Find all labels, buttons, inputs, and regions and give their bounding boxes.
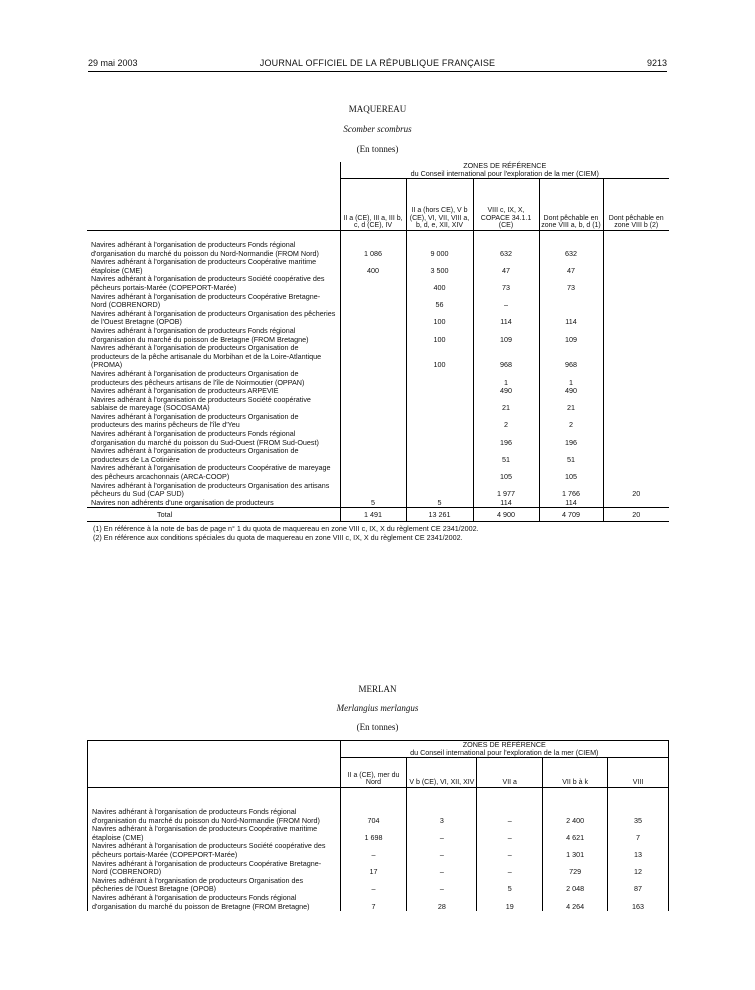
row-value: 4 264: [543, 894, 608, 911]
maquereau-title: MAQUEREAU: [348, 104, 407, 114]
maquereau-latin-name: Scomber scombrus: [343, 124, 412, 134]
row-value: 4 621: [543, 825, 608, 842]
row-label: Navires adhérant à l'organisation de producteurs Organisation des pêcheries de l'Ouest Bretagne (OPOB): [92, 875, 304, 894]
table-row: [88, 825, 669, 842]
row-value: 632: [539, 241, 603, 258]
table-row: [87, 241, 669, 258]
row-value: [539, 293, 603, 310]
row-value: 5: [340, 499, 406, 508]
row-value: [406, 482, 473, 499]
row-value: 2: [473, 413, 539, 430]
row-value: 1 766: [539, 482, 603, 499]
header-rule: [88, 71, 667, 72]
row-value: –: [407, 877, 477, 894]
maquereau-unit: (En tonnes): [356, 144, 399, 154]
page-header: [88, 58, 667, 72]
table-row: [87, 327, 669, 344]
row-value: [603, 275, 669, 292]
row-value: [603, 499, 669, 508]
header-journal-title: JOURNAL OFFICIEL DE LA RÉPUBLIQUE FRANÇAISE: [259, 58, 496, 68]
table-row: [87, 482, 669, 499]
row-value: –: [407, 842, 477, 859]
row-value: 51: [473, 447, 539, 464]
table-row: [88, 808, 669, 825]
row-value: [340, 482, 406, 499]
row-value: [603, 370, 669, 387]
merlan-zone-header: [340, 741, 668, 758]
row-value: –: [477, 825, 543, 842]
row-value: [603, 413, 669, 430]
row-value: 19: [477, 894, 543, 911]
row-value: [603, 258, 669, 275]
row-value: [406, 387, 473, 396]
row-value: [340, 293, 406, 310]
table-row: [87, 464, 669, 481]
row-value: 47: [473, 258, 539, 275]
maquereau-col-header: II a (hors CE), V b (CE), VI, VII, VIII a, b, d, e, XII, XIV: [406, 179, 473, 231]
maquereau-note: (2) En référence aux conditions spéciales du quota de maquereau en zone VIII c, IX, X du règlement CE 2341/2002.: [93, 533, 463, 542]
row-value: 13: [608, 842, 669, 859]
maquereau-notes: [87, 522, 669, 546]
row-value: 35: [608, 808, 669, 825]
row-value: [603, 447, 669, 464]
row-value: –: [340, 877, 407, 894]
row-value: [406, 464, 473, 481]
row-label: Navires adhérant à l'organisation de producteurs Fonds régional d'organisation du marché du poisson de Bretagne (FROM Bretagne): [92, 892, 310, 911]
row-value: [340, 430, 406, 447]
row-label: Navires adhérant à l'organisation de producteurs Organisation de producteurs des marins pêcheurs de l'île d'Yeu: [91, 411, 299, 430]
row-value: –: [340, 842, 407, 859]
row-value: [406, 370, 473, 387]
row-value: [603, 310, 669, 327]
table-row: [87, 275, 669, 292]
row-value: 729: [543, 860, 608, 877]
maquereau-total-value: 4 709: [539, 508, 603, 522]
merlan-zone-header-subtitle: du Conseil international pour l'exploration de la mer (CIEM): [410, 748, 599, 757]
table-row: [87, 447, 669, 464]
row-value: 100: [406, 344, 473, 370]
row-value: 1 086: [340, 241, 406, 258]
row-value: 2 048: [543, 877, 608, 894]
row-value: [340, 396, 406, 413]
row-value: –: [407, 860, 477, 877]
row-value: 21: [473, 396, 539, 413]
merlan-zone-header-title: ZONES DE RÉFÉRENCE: [462, 740, 546, 749]
row-value: 704: [340, 808, 407, 825]
row-value: –: [477, 842, 543, 859]
row-label: Navires adhérant à l'organisation de producteurs ARPEVIE: [91, 386, 279, 396]
row-label: Navires adhérant à l'organisation de producteurs Société coopérative des pêcheurs portais-Marée (COPEPORT-Marée): [92, 841, 326, 859]
row-label: Navires adhérant à l'organisation de producteurs Fonds régional d'organisation du marché du poisson du Sud-Ouest (FROM Sud-Ouest): [91, 429, 319, 447]
table-row: [88, 842, 669, 859]
row-value: 632: [473, 241, 539, 258]
maquereau-col-header: Dont pêchable en zone VIII b (2): [603, 179, 669, 231]
table-row: [87, 396, 669, 413]
merlan-table-body: [88, 808, 669, 911]
merlan-col-header: VII b à k: [543, 758, 608, 788]
row-value: –: [473, 293, 539, 310]
maquereau-header-blank: [87, 162, 340, 231]
row-label: Navires adhérant à l'organisation de producteurs Organisation de producteurs des pêcheurs artisans de l'île de Noirmoutier (OPPAN): [91, 368, 305, 387]
row-label: Navires adhérant à l'organisation de producteurs Fonds régional d'organisation du marché du poisson du Nord-Normandie (FROM Nord): [91, 240, 319, 258]
merlan-latin-name: Merlangius merlangus: [336, 703, 419, 713]
row-value: 114: [539, 310, 603, 327]
row-value: 3: [407, 808, 477, 825]
maquereau-total-value: 13 261: [406, 508, 473, 522]
row-value: 73: [473, 275, 539, 292]
maquereau-table: [87, 162, 669, 546]
row-value: 51: [539, 447, 603, 464]
row-value: 100: [406, 310, 473, 327]
row-value: 105: [473, 464, 539, 481]
row-label: Navires adhérant à l'organisation de producteurs Société coopérative sablaise de mareyage (SOCOSAMA): [91, 394, 311, 413]
row-label: Navires adhérant à l'organisation de producteurs Coopérative Bretagne-Nord (COBRENORD): [91, 291, 321, 310]
row-value: [603, 387, 669, 396]
merlan-col-header: V b (CE), VI, XII, XIV: [407, 758, 477, 788]
maquereau-col-header: II a (CE), III a, III b, c, d (CE), IV: [340, 179, 406, 231]
row-value: 28: [407, 894, 477, 911]
merlan-table: [87, 740, 669, 911]
row-value: 163: [608, 894, 669, 911]
row-value: 968: [539, 344, 603, 370]
row-value: 1 698: [340, 825, 407, 842]
row-value: 3 500: [406, 258, 473, 275]
row-value: [603, 430, 669, 447]
row-value: 105: [539, 464, 603, 481]
row-label: Navires adhérant à l'organisation de producteurs Société coopérative des pêcheurs portais-Marée (COPEPORT-Marée): [91, 274, 325, 292]
row-value: 196: [539, 430, 603, 447]
row-value: 109: [539, 327, 603, 344]
row-value: [340, 413, 406, 430]
table-row: [88, 894, 669, 911]
row-value: 17: [340, 860, 407, 877]
row-value: 196: [473, 430, 539, 447]
maquereau-note: (1) En référence à la note de bas de page n° 1 du quota de maquereau en zone VIII c, IX, X du règlement CE 2341/2002.: [93, 524, 479, 534]
row-value: [340, 275, 406, 292]
row-value: [340, 370, 406, 387]
row-value: –: [477, 808, 543, 825]
row-value: [340, 387, 406, 396]
row-value: 109: [473, 327, 539, 344]
row-value: [603, 241, 669, 258]
table-row: [87, 430, 669, 447]
row-value: 9 000: [406, 241, 473, 258]
table-row: [87, 258, 669, 275]
row-label: Navires adhérant à l'organisation de producteurs Fonds régional d'organisation du marché du poisson du Nord-Normandie (FROM Nord): [92, 807, 320, 825]
row-value: [603, 293, 669, 310]
maquereau-col-header: VIII c, IX, X, COPACE 34.1.1 (CE): [473, 179, 539, 231]
header-date: 29 mai 2003: [88, 58, 138, 68]
row-value: 114: [473, 499, 539, 508]
maquereau-zone-header: [340, 162, 669, 179]
merlan-title: MERLAN: [358, 684, 397, 694]
row-value: 87: [608, 877, 669, 894]
table-row: [87, 293, 669, 310]
row-value: 7: [340, 894, 407, 911]
row-value: [340, 310, 406, 327]
merlan-unit: (En tonnes): [356, 722, 399, 732]
table-row: [87, 370, 669, 387]
maquereau-total-value: 1 491: [340, 508, 406, 522]
row-value: [340, 344, 406, 370]
row-label: Navires adhérant à l'organisation de producteurs Organisation de producteurs de la pêche artisanale du Morbihan et de la Loire-Atlantique (PROMA): [91, 343, 322, 370]
row-value: [406, 396, 473, 413]
row-label: Navires adhérant à l'organisation de producteurs Organisation de producteurs de La Cotinière: [91, 446, 299, 464]
row-label: Navires adhérant à l'organisation de producteurs Organisation des pêcheries de l'Ouest Bretagne (OPOB): [91, 308, 336, 327]
row-value: 12: [608, 860, 669, 877]
row-value: [406, 430, 473, 447]
row-value: [406, 447, 473, 464]
row-value: 968: [473, 344, 539, 370]
maquereau-total-value: 4 900: [473, 508, 539, 522]
row-value: 5: [477, 877, 543, 894]
row-value: 47: [539, 258, 603, 275]
maquereau-zone-header-title: ZONES DE RÉFÉRENCE: [463, 161, 547, 170]
table-row: [87, 413, 669, 430]
row-value: [603, 344, 669, 370]
table-row: [87, 310, 669, 327]
row-value: 490: [539, 387, 603, 396]
row-value: 1: [539, 370, 603, 387]
row-value: 20: [603, 482, 669, 499]
merlan-col-header: VIII: [608, 758, 669, 788]
row-value: 400: [340, 258, 406, 275]
table-row: [88, 860, 669, 877]
row-value: 5: [406, 499, 473, 508]
row-value: 400: [406, 275, 473, 292]
row-value: –: [407, 825, 477, 842]
row-value: 2: [539, 413, 603, 430]
row-value: [340, 327, 406, 344]
row-value: 490: [473, 387, 539, 396]
row-value: 73: [539, 275, 603, 292]
row-value: 1: [473, 370, 539, 387]
row-value: 7: [608, 825, 669, 842]
row-label: Navires non adhérents d'une organisation de producteurs: [91, 497, 274, 507]
row-label: Navires adhérant à l'organisation de producteurs Organisation des artisans pêcheurs du Sud (CAP SUD): [91, 480, 330, 499]
row-label: Navires adhérant à l'organisation de producteurs Fonds régional d'organisation du marché du poisson de Bretagne (FROM Bretagne): [91, 325, 309, 344]
row-value: 100: [406, 327, 473, 344]
row-value: 114: [539, 499, 603, 508]
merlan-col-header: II a (CE), mer du Nord: [340, 758, 407, 788]
table-row: [87, 344, 669, 370]
row-label: Navires adhérant à l'organisation de producteurs Coopérative Bretagne-Nord (COBRENORD): [92, 858, 322, 877]
maquereau-col-header: Dont pêchable en zone VIII a, b, d (1): [539, 179, 603, 231]
table-row: [88, 877, 669, 894]
row-label: Navires adhérant à l'organisation de producteurs Coopérative maritime étaploise (CME): [92, 824, 318, 842]
row-value: [340, 447, 406, 464]
row-value: 2 400: [543, 808, 608, 825]
row-value: 1 301: [543, 842, 608, 859]
row-value: [603, 396, 669, 413]
maquereau-total-value: 20: [603, 508, 669, 522]
row-value: [340, 464, 406, 481]
maquereau-zone-header-subtitle: du Conseil international pour l'exploration de la mer (CIEM): [410, 169, 599, 178]
table-row: [87, 499, 669, 508]
row-value: 1 977: [473, 482, 539, 499]
row-value: [406, 413, 473, 430]
row-value: [603, 464, 669, 481]
row-value: 21: [539, 396, 603, 413]
maquereau-table-body: [87, 241, 669, 508]
merlan-col-header: VII a: [477, 758, 543, 788]
row-label: Navires adhérant à l'organisation de producteurs Coopérative maritime étaploise (CME): [91, 257, 317, 275]
header-page-number: 9213: [646, 58, 667, 68]
row-value: –: [477, 860, 543, 877]
row-value: [603, 327, 669, 344]
maquereau-total-label: Total: [157, 509, 173, 519]
merlan-header-blank: [88, 741, 341, 788]
row-value: 114: [473, 310, 539, 327]
row-value: 56: [406, 293, 473, 310]
row-label: Navires adhérant à l'organisation de producteurs Coopérative de mareyage des pêcheurs arcachonnais (ARCA-COOP): [91, 463, 331, 482]
